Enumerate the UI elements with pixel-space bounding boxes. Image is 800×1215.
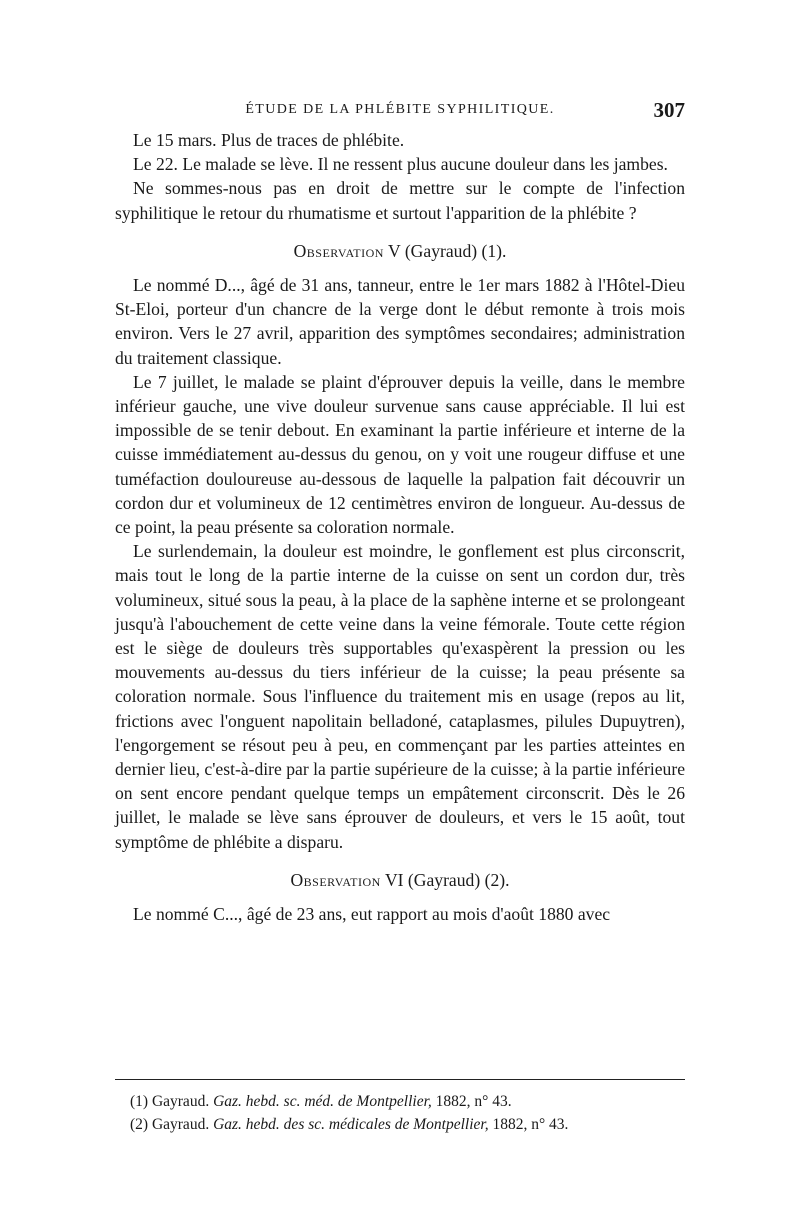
observation-vi-heading [115, 868, 685, 892]
footnote-1 [130, 1090, 690, 1113]
paragraph: Le 22. Le malade se lève. Il ne ressent plus aucune douleur dans les jambes. [133, 154, 668, 175]
footnote-journal: Gaz. hebd. des sc. médicales de Montpellier, [213, 1116, 489, 1133]
paragraph: Le surlendemain, la douleur est moindre, le gonflement est plus circonscrit, mais tout le long de la partie interne de la cuisse on sent un cordon dur, très volumineux, situé sous la peau, à la place de la saphène interne et se prolongeant jusqu'à l'abouchement de cette veine dans la veine fémorale. Toute cette région est le siège de douleurs très supportables qu'exaspèrent la pression ou les mouvements au-dessus du tiers inférieur de la cuisse; la peau présente sa coloration normale. Sous l'influence du traitement mis en usage (repos au lit, frictions avec l'onguent napolitain belladoné, cataplasmes, pilules Dupuytren), l'engorgement se résout peu à peu, en commençant par les parties atteintes en dernier lieu, c'est-à-dire par la partie supérieure de la cuisse; à la partie inférieure on sent encore pendant quelque temps un empâtement circonscrit. Dès le 26 juillet, le malade se lève sans éprouver de douleurs, et vers le 15 août, tout symptôme de phlébite a disparu. [115, 541, 685, 852]
footnote-author: (2) Gayraud. [130, 1116, 210, 1133]
footnote-divider [115, 1079, 685, 1080]
paragraph: Ne sommes-nous pas en droit de mettre sur le compte de l'infection syphilitique le retour du rhumatisme et surtout l'apparition de la phlébite ? [115, 178, 685, 223]
paragraph: Le nommé D..., âgé de 31 ans, tanneur, entre le 1er mars 1882 à l'Hôtel-Dieu St-Eloi, porteur d'un chancre de la verge dont le début remonte à trois mois environ. Vers le 27 avril, apparition des symptômes secondaires; administration du traitement classique. [115, 275, 685, 368]
footnote-journal: Gaz. hebd. sc. méd. de Montpellier, [213, 1093, 432, 1110]
observation-label: Observation [290, 869, 381, 890]
paragraph: Le 7 juillet, le malade se plaint d'éprouver depuis la veille, dans le membre inférieur gauche, une vive douleur survenue sans cause appréciable. Il lui est impossible de se tenir debout. En examinant la partie inférieure et interne de la cuisse immédiatement au-dessus du genou, on y voit une rougeur diffuse et une tuméfaction douloureuse au-dessous de laquelle la palpation fait découvrir un cordon dur et volumineux de 12 centimètres environ de longueur. Au-dessus de ce point, la peau présente sa coloration normale. [115, 371, 685, 538]
footnote-year: 1882, n° 43. [435, 1093, 512, 1110]
footnote-year: 1882, n° 43. [492, 1116, 569, 1133]
footnotes [130, 1090, 690, 1136]
page-number: 307 [653, 98, 685, 122]
page-header [115, 98, 685, 122]
paragraph: Le nommé C..., âgé de 23 ans, eut rapport au mois d'août 1880 avec [133, 904, 611, 925]
footnote-2 [130, 1113, 690, 1136]
main-text [115, 128, 685, 926]
paragraph: Le 15 mars. Plus de traces de phlébite. [133, 130, 405, 150]
footnote-author: (1) Gayraud. [130, 1093, 210, 1110]
observation-ref: VI (Gayraud) (2). [384, 869, 510, 890]
observation-label: Observation [293, 240, 384, 261]
observation-ref: V (Gayraud) (1). [388, 240, 507, 261]
observation-v-heading [115, 239, 685, 263]
running-title: ÉTUDE DE LA PHLÉBITE SYPHILITIQUE. [245, 102, 555, 117]
